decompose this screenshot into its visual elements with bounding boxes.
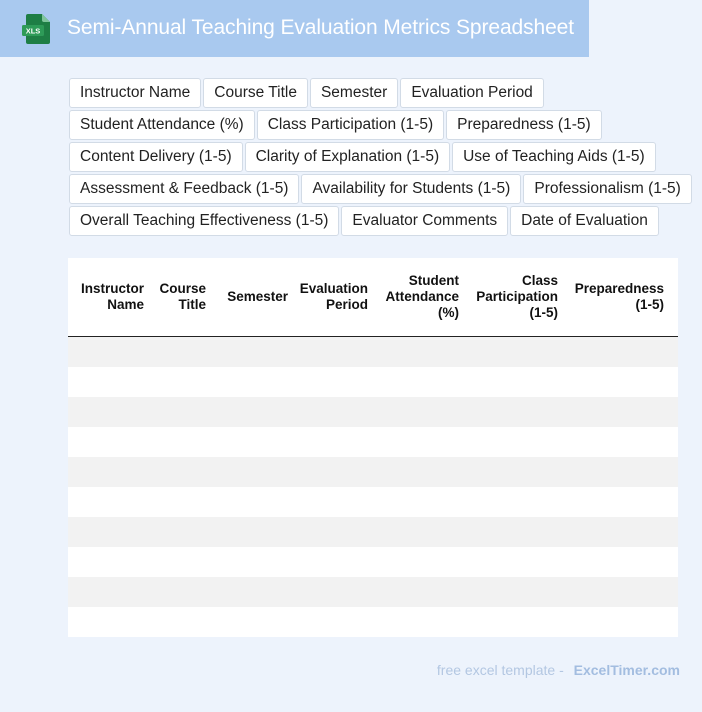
field-chip[interactable]: Preparedness (1-5) bbox=[446, 110, 602, 140]
column-header[interactable] bbox=[150, 258, 212, 336]
table-row[interactable] bbox=[68, 367, 678, 397]
field-chip[interactable]: Date of Evaluation bbox=[510, 206, 659, 236]
field-chip[interactable]: Use of Teaching Aids (1-5) bbox=[452, 142, 656, 172]
field-chip[interactable]: Availability for Students (1-5) bbox=[301, 174, 521, 204]
field-chip-list bbox=[69, 78, 689, 238]
chip-row bbox=[69, 78, 689, 108]
table-row[interactable] bbox=[68, 547, 678, 577]
column-header-line: Title bbox=[178, 297, 206, 312]
column-header[interactable] bbox=[564, 258, 670, 336]
column-header[interactable] bbox=[212, 258, 294, 336]
column-header-line: (1-5) bbox=[635, 297, 664, 312]
column-header-line: Period bbox=[325, 297, 368, 312]
xls-icon-label: XLS bbox=[25, 26, 41, 36]
column-header-line: Name bbox=[107, 297, 144, 312]
column-header-line: Instructor bbox=[80, 281, 144, 296]
field-chip[interactable]: Instructor Name bbox=[69, 78, 201, 108]
footer-prefix: free excel template - bbox=[436, 662, 564, 678]
field-chip[interactable]: Clarity of Explanation (1-5) bbox=[245, 142, 451, 172]
field-chip[interactable]: Semester bbox=[310, 78, 398, 108]
column-header[interactable] bbox=[465, 258, 564, 336]
field-chip[interactable]: Student Attendance (%) bbox=[69, 110, 255, 140]
table-row[interactable] bbox=[68, 397, 678, 427]
column-header-line: (1-5) bbox=[529, 305, 558, 320]
table-row[interactable] bbox=[68, 457, 678, 487]
column-header-line: Class bbox=[521, 273, 558, 288]
xls-file-icon bbox=[22, 14, 50, 44]
column-header-line: Preparedness bbox=[574, 281, 664, 296]
column-header-line: Attendance bbox=[385, 289, 459, 304]
field-chip[interactable]: Professionalism (1-5) bbox=[523, 174, 691, 204]
column-header-line: Evaluation bbox=[299, 281, 368, 296]
chip-row bbox=[69, 110, 689, 140]
table-row[interactable] bbox=[68, 337, 678, 367]
column-header[interactable] bbox=[294, 258, 374, 336]
column-header-line: Course bbox=[159, 281, 206, 296]
column-header[interactable] bbox=[68, 258, 150, 336]
table-body bbox=[68, 337, 678, 637]
footer-brand-link[interactable]: ExcelTimer.com bbox=[573, 662, 680, 678]
footer-credit bbox=[437, 662, 680, 678]
field-chip[interactable]: Evaluation Period bbox=[400, 78, 544, 108]
data-table bbox=[68, 258, 678, 637]
column-header-line: Semester bbox=[227, 289, 288, 304]
table-row[interactable] bbox=[68, 607, 678, 637]
field-chip[interactable]: Evaluator Comments bbox=[341, 206, 508, 236]
table-row[interactable] bbox=[68, 427, 678, 457]
chip-row bbox=[69, 206, 689, 236]
field-chip[interactable]: Course Title bbox=[203, 78, 308, 108]
column-header-line: (%) bbox=[438, 305, 459, 320]
field-chip[interactable]: Overall Teaching Effectiveness (1-5) bbox=[69, 206, 339, 236]
page-title: Semi-Annual Teaching Evaluation Metrics Spreadsheet bbox=[67, 16, 574, 39]
title-banner bbox=[0, 0, 589, 57]
table-row[interactable] bbox=[68, 487, 678, 517]
table-header-row bbox=[68, 258, 678, 337]
table-row[interactable] bbox=[68, 577, 678, 607]
field-chip[interactable]: Class Participation (1-5) bbox=[257, 110, 444, 140]
column-header-line: Participation bbox=[476, 289, 558, 304]
column-header-line: Student bbox=[408, 273, 459, 288]
field-chip[interactable]: Content Delivery (1-5) bbox=[69, 142, 243, 172]
chip-row bbox=[69, 142, 689, 172]
chip-row bbox=[69, 174, 689, 204]
table-row[interactable] bbox=[68, 517, 678, 547]
field-chip[interactable]: Assessment & Feedback (1-5) bbox=[69, 174, 299, 204]
column-header[interactable] bbox=[374, 258, 465, 336]
